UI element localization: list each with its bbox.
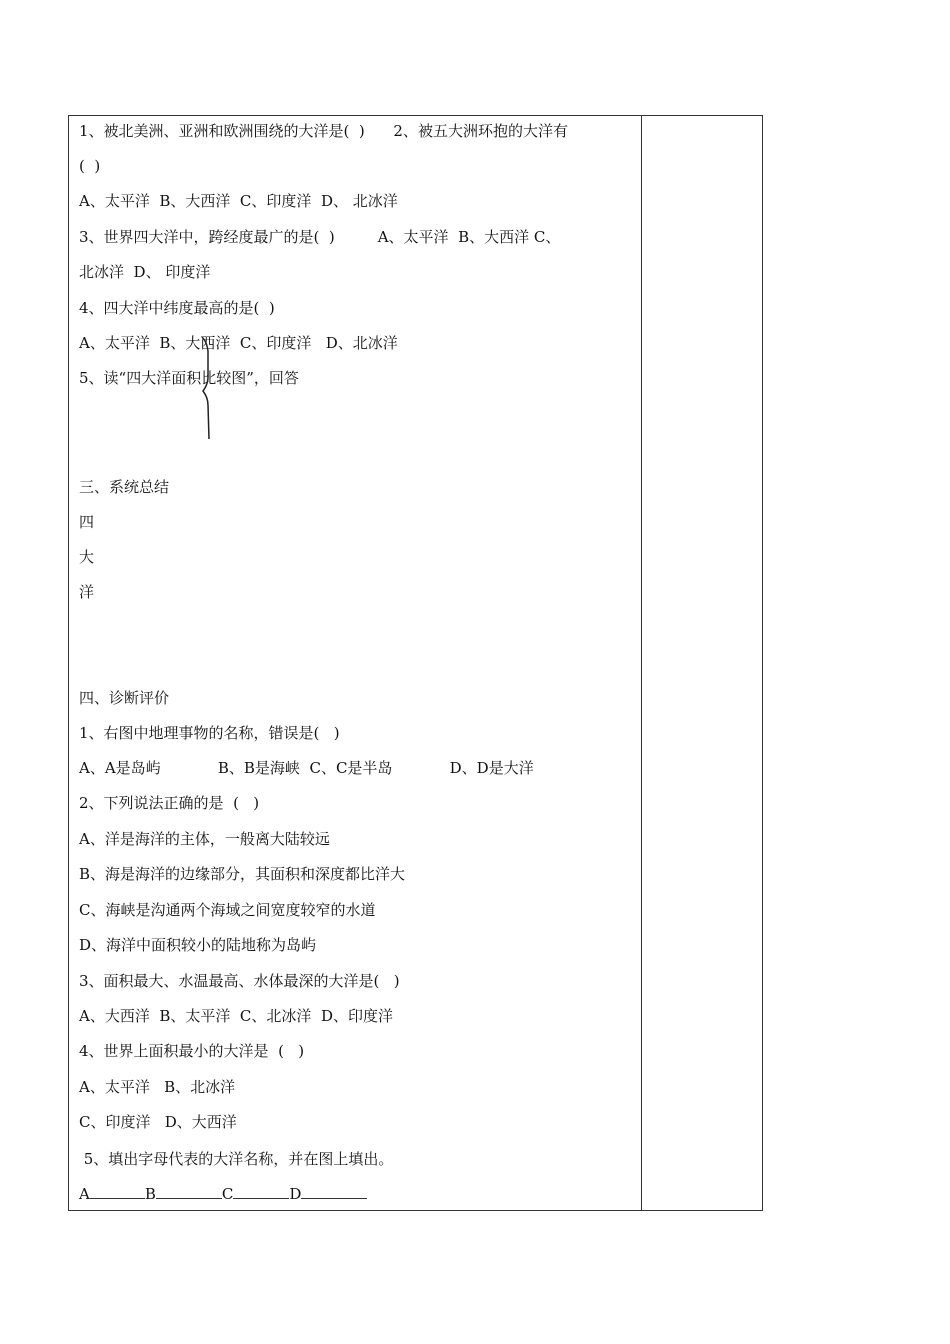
blank-a[interactable] <box>90 1184 145 1199</box>
diagnosis-q4-options-ab: A、太平洋 B、北冰洋 <box>79 1078 236 1096</box>
question-3-options-cont: 北冰洋 D、 印度洋 <box>79 263 211 281</box>
question-2-parentheses: ( ) <box>79 157 101 175</box>
fill-label-d: D <box>289 1185 302 1203</box>
question-3: 3、世界四大洋中，跨经度最广的是( ) A、太平洋 B、大西洋 C、 <box>79 228 561 246</box>
fill-label-b: B <box>144 1185 156 1203</box>
diagnosis-q2-option-a: A、洋是海洋的主体，一般离大陆较远 <box>79 830 330 848</box>
options-q1-q2: A、太平洋 B、大西洋 C、印度洋 D、 北冰洋 <box>79 192 398 210</box>
diagnosis-q2-option-b: B、海是海洋的边缘部分，其面积和深度都比洋大 <box>79 865 406 883</box>
question-4-options: A、太平洋 B、大西洋 C、印度洋 D、北冰洋 <box>79 334 398 352</box>
blank-c[interactable] <box>233 1184 289 1199</box>
blank-b[interactable] <box>156 1184 222 1199</box>
diagnosis-q2-option-c: C、海峡是沟通两个海域之间宽度较窄的水道 <box>79 901 376 919</box>
fill-in-answer-line <box>79 1184 367 1204</box>
hand-drawn-brace <box>196 335 220 443</box>
diagnosis-question-5: 5、填出字母代表的大洋名称，并在图上填出。 <box>79 1150 394 1168</box>
question-1-and-2: 1、被北美洲、亚洲和欧洲围绕的大洋是( ) 2、被五大洲环抱的大洋有 <box>79 122 568 140</box>
fill-label-a: A <box>79 1185 90 1203</box>
diagnosis-question-1-options: A、A是岛屿 B、B是海峡 C、C是半岛 D、D是大洋 <box>79 759 534 777</box>
diagnosis-question-2: 2、下列说法正确的是 ( ) <box>79 794 260 812</box>
summary-char-1: 四 <box>79 513 95 531</box>
diagnosis-q4-options-cd: C、印度洋 D、大西洋 <box>79 1113 237 1131</box>
diagnosis-question-1: 1、右图中地理事物的名称，错误是( ) <box>79 724 340 742</box>
notes-column-divider <box>641 115 642 1211</box>
summary-char-3: 洋 <box>79 583 95 601</box>
section-summary-heading: 三、系统总结 <box>79 478 170 496</box>
diagnosis-q2-option-d: D、海洋中面积较小的陆地称为岛屿 <box>79 936 317 954</box>
blank-d[interactable] <box>301 1184 367 1199</box>
question-5: 5、读“四大洋面积比较图”，回答 <box>79 369 299 387</box>
section-diagnosis-heading: 四、诊断评价 <box>79 689 170 707</box>
diagnosis-question-4: 4、世界上面积最小的大洋是 ( ) <box>79 1042 305 1060</box>
question-4: 4、四大洋中纬度最高的是( ) <box>79 299 275 317</box>
diagnosis-question-3-options: A、大西洋 B、太平洋 C、北冰洋 D、印度洋 <box>79 1007 393 1025</box>
fill-label-c: C <box>221 1185 234 1203</box>
diagnosis-question-3: 3、面积最大、水温最高、水体最深的大洋是( ) <box>79 972 400 990</box>
summary-char-2: 大 <box>79 548 95 566</box>
